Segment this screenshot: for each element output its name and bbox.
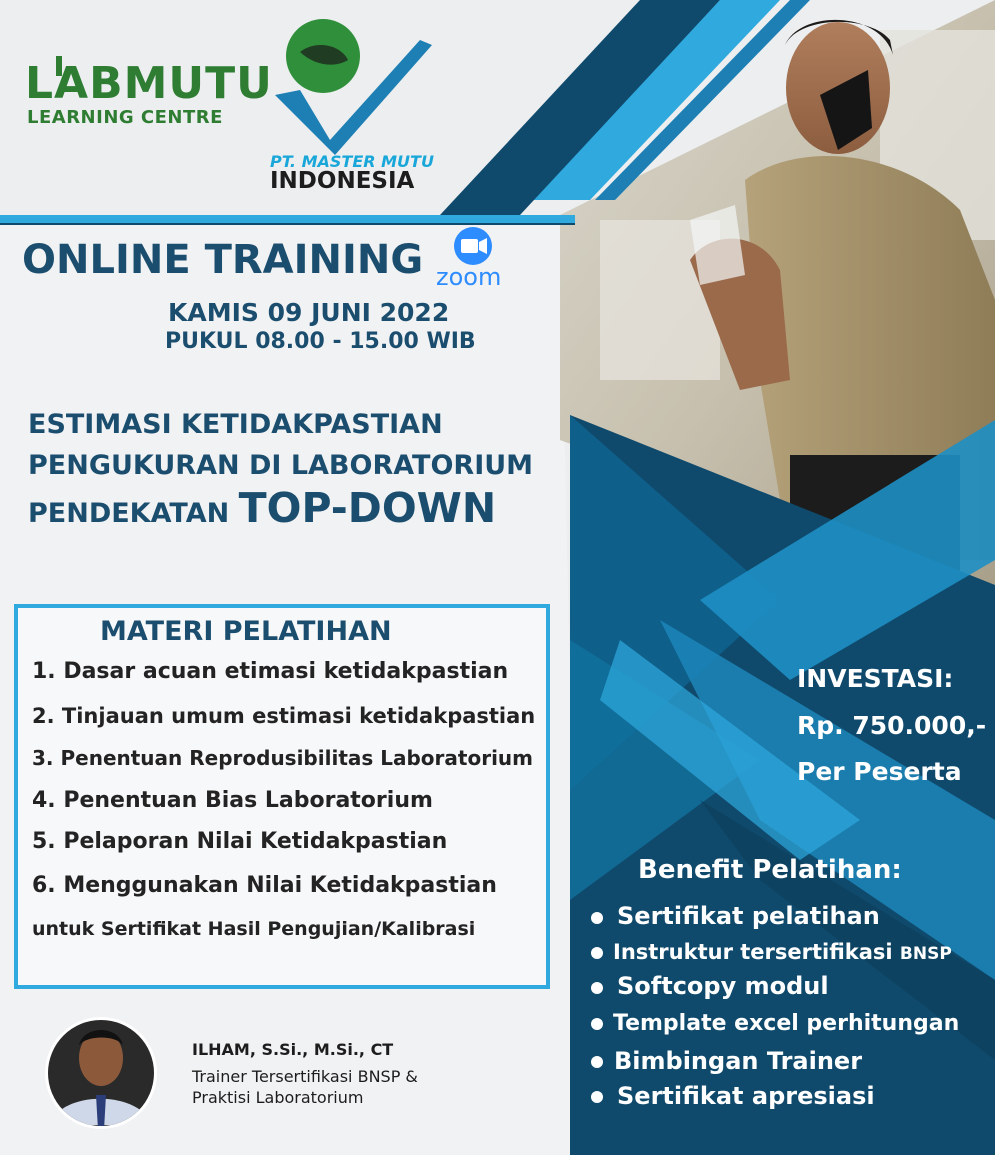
investasi-price: Rp. 750.000,-: [797, 711, 987, 740]
materi-item: untuk Sertifikat Hasil Pengujian/Kalibrasi: [32, 918, 476, 940]
labmutu-logo-text: LABMUTU: [25, 58, 273, 109]
title-line-3: [28, 484, 497, 532]
benefit-item: Sertifikat apresiasi: [617, 1082, 875, 1110]
trainer-name: ILHAM, S.Si., M.Si., CT: [192, 1040, 394, 1059]
benefit-item: Bimbingan Trainer: [614, 1047, 863, 1075]
investasi-label: INVESTASI:: [797, 664, 954, 693]
trainer-role-1: Trainer Tersertifikasi BNSP &: [192, 1067, 418, 1086]
pt-indonesia-logo-text: INDONESIA: [270, 168, 415, 194]
title-topdown: TOP-DOWN: [238, 484, 497, 532]
benefit-item-text: Instruktur tersertifikasi: [613, 940, 893, 964]
event-date: KAMIS 09 JUNI 2022: [168, 298, 450, 327]
materi-item: 3. Penentuan Reprodusibilitas Laboratorium: [32, 746, 533, 770]
materi-heading: MATERI PELATIHAN: [100, 616, 392, 647]
event-time: PUKUL 08.00 - 15.00 WIB: [165, 329, 476, 354]
pt-master-mutu-logo-text: PT. MASTER MUTU: [270, 152, 434, 171]
title-line-3-prefix: PENDEKATAN: [28, 498, 239, 529]
benefit-item: Template excel perhitungan: [613, 1011, 960, 1036]
materi-item: 6. Menggunakan Nilai Ketidakpastian: [32, 873, 497, 898]
investasi-per: Per Peserta: [797, 757, 962, 786]
title-line-2: PENGUKURAN DI LABORATORIUM: [28, 450, 534, 481]
benefit-item: Softcopy modul: [617, 972, 829, 1000]
labmutu-logo-subtitle: LEARNING CENTRE: [27, 107, 223, 128]
materi-item: 2. Tinjauan umum estimasi ketidakpastian: [32, 704, 536, 728]
title-line-1: ESTIMASI KETIDAKPASTIAN: [28, 409, 443, 440]
materi-item: 1. Dasar acuan etimasi ketidakpastian: [32, 659, 509, 684]
zoom-camera-icon: [454, 227, 492, 265]
trainer-role-2: Praktisi Laboratorium: [192, 1088, 364, 1107]
materi-item: 5. Pelaporan Nilai Ketidakpastian: [32, 829, 448, 854]
zoom-logo-text: zoom: [436, 263, 502, 291]
materi-item: 4. Penentuan Bias Laboratorium: [32, 788, 433, 813]
benefit-item: [613, 940, 952, 964]
event-type-heading: ONLINE TRAINING: [22, 237, 424, 283]
benefit-item: Sertifikat pelatihan: [617, 902, 880, 930]
benefit-item-bnsp: BNSP: [899, 944, 952, 964]
benefit-heading: Benefit Pelatihan:: [638, 855, 902, 885]
